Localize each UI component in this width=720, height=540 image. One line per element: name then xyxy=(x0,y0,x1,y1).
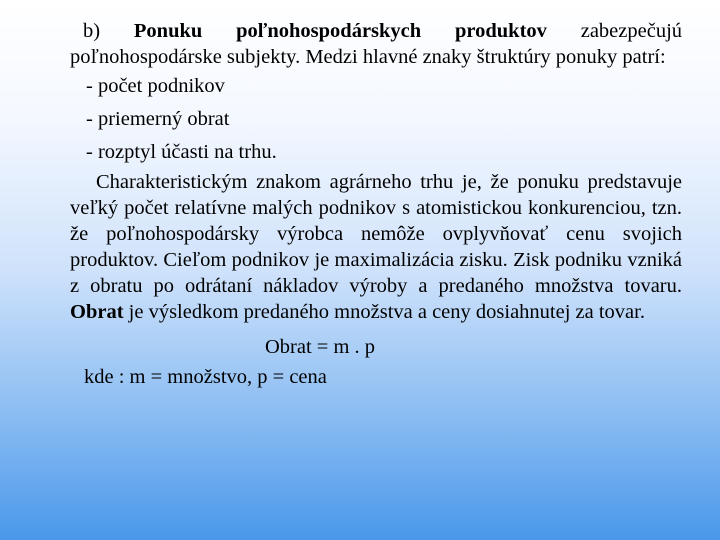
list-item: - rozptyl účasti na trhu. xyxy=(86,141,277,163)
supply-text: zabezpečujú poľnohospodárske subjekty. Medzi hlavné znaky štruktúry ponuky patrí: xyxy=(70,20,683,68)
structure-list xyxy=(70,70,682,169)
market-paragraph xyxy=(70,169,682,325)
turnover-formula: Obrat = m . p xyxy=(265,336,376,358)
list-item: - počet podnikov xyxy=(86,75,225,97)
supply-paragraph xyxy=(70,18,682,70)
turnover-text: je výsledkom predaného množstva a ceny dosiahnutej za tovar. xyxy=(123,301,645,323)
supply-heading-bold: Ponuku poľnohospodárskych produktov xyxy=(133,20,547,42)
formula-legend: kde : m = množstvo, p = cena xyxy=(84,366,327,388)
slide-content xyxy=(70,18,682,395)
turnover-bold: Obrat xyxy=(70,301,124,323)
list-item: - priemerný obrat xyxy=(86,108,230,130)
market-text: Charakteristickým znakom agrárneho trhu je, že ponuku predstavuje veľký počet relatívne malých podnikov s atomistickou konkurenciou, tzn. že poľnohospodársky výrobca nemôže ovplyvňovať cenu svojich produktov. Cieľom podnikov je maximalizácia zisku. Zisk podniku vzniká z obratu po odrátaní nákladov výroby a predaného množstva tovaru. xyxy=(70,171,682,297)
item-marker: b) xyxy=(83,20,134,42)
